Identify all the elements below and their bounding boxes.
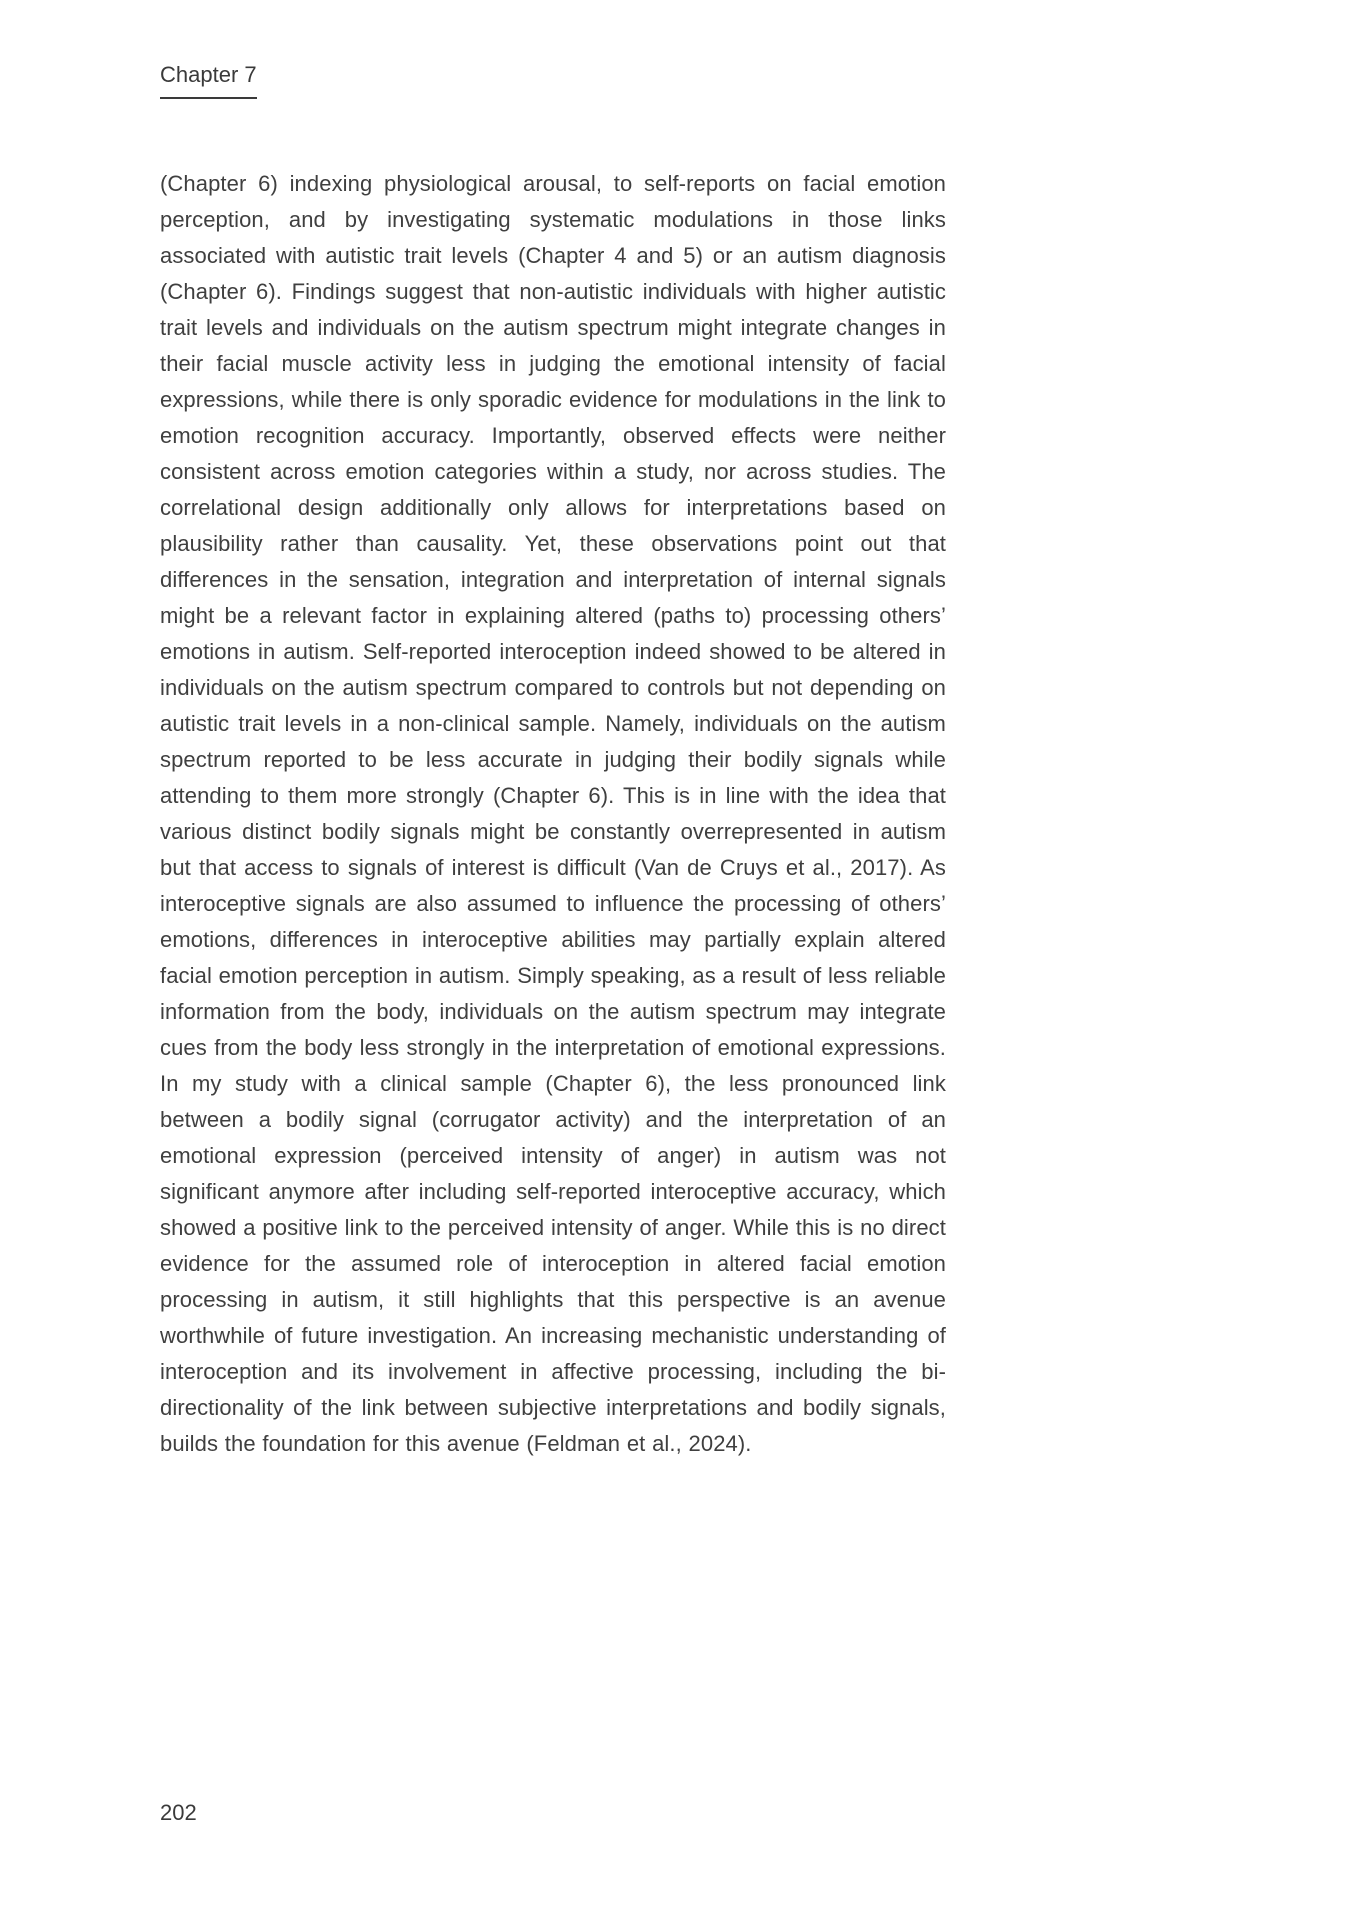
body-paragraph: (Chapter 6) indexing physiological arousal, to self-reports on facial emotion perception, and by investigating systematic modulations in those links associated with autistic trait levels (Chapter 4 and 5) or an autism diagnosis (Chapter 6). Findings suggest that non-autistic individuals with higher autistic trait levels and individuals on the autism spectrum might integrate changes in their facial muscle activity less in judging the emotional intensity of facial expressions, while there is only sporadic evidence for modulations in the link to emotion recognition accuracy. Importantly, observed effects were neither consistent across emotion categories within a study, nor across studies. The correlational design additionally only allows for interpretations based on plausibility rather than causality. Yet, these observations point out that differences in the sensation, integration and interpretation of internal signals might be a relevant factor in explaining altered (paths to) processing others’ emotions in autism. Self-reported interoception indeed showed to be altered in individuals on the autism spectrum compared to controls but not depending on autistic trait levels in a non-clinical sample. Namely, individuals on the autism spectrum reported to be less accurate in judging their bodily signals while attending to them more strongly (Chapter 6). This is in line with the idea that various distinct bodily signals might be constantly overrepresented in autism but that access to signals of interest is difficult (Van de Cruys et al., 2017). As interoceptive signals are also assumed to influence the processing of others’ emotions, differences in interoceptive abilities may partially explain altered facial emotion perception in autism. Simply speaking, as a result of less reliable information from the body, individuals on the autism spectrum may integrate cues from the body less strongly in the interpretation of emotional expressions. In my study with a clinical sample (Chapter 6), the less pronounced link between a bodily signal (corrugator activity) and the interpretation of an emotional expression (perceived intensity of anger) in autism was not significant anymore after including self-reported interoceptive accuracy, which showed a positive link to the perceived intensity of anger. While this is no direct evidence for the assumed role of interoception in altered facial emotion processing in autism, it still highlights that this perspective is an avenue worthwhile of future investigation. An increasing mechanistic understanding of interoception and its involvement in affective processing, including the bi-directionality of the link between subjective interpretations and bodily signals, builds the foundation for this avenue (Feldman et al., 2024).	[160, 171, 946, 1456]
page-number: 202	[160, 1800, 197, 1825]
page-footer	[160, 1800, 197, 1826]
page-body	[160, 166, 946, 1462]
page-header	[160, 62, 257, 99]
chapter-heading: Chapter 7	[160, 62, 257, 99]
